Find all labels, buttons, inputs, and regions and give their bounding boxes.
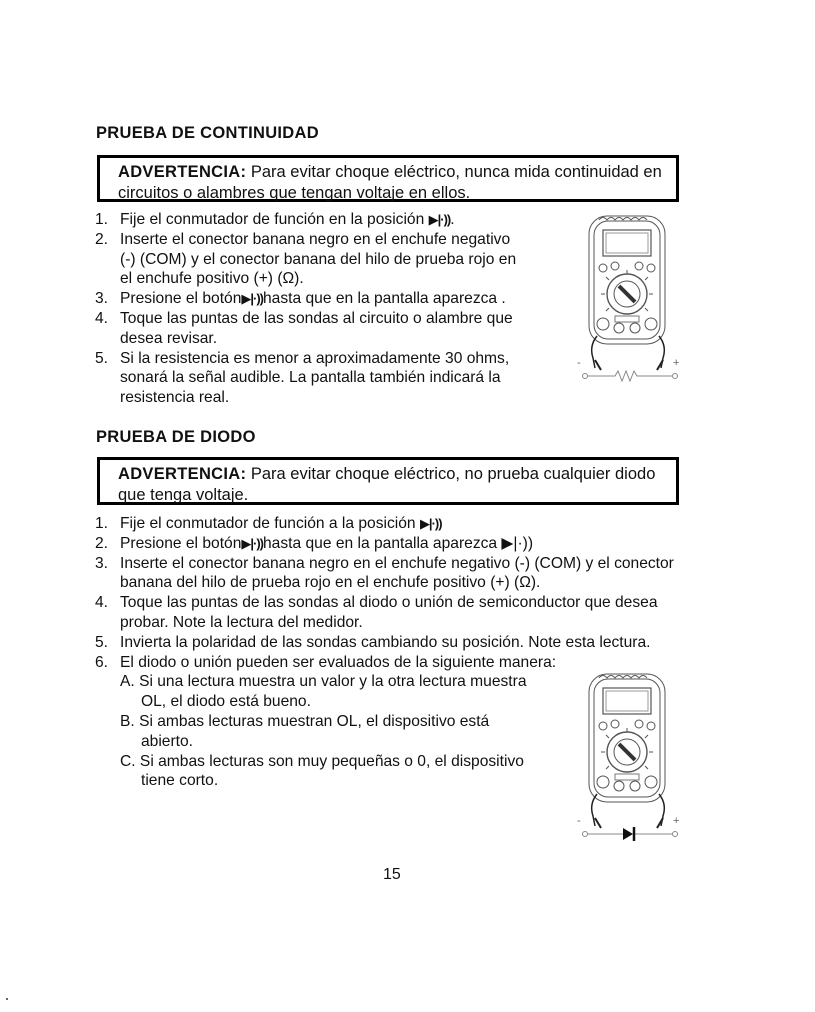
list-item: 6. El diodo o unión pueden ser evaluados de la siguiente manera: A. Si una lectura muestra un valor y la otra lectura muestra OL, el diodo está bueno. B. Si ambas lecturas muestran OL, el dispositivo está abierto. C. Si ambas lecturas son muy pequeñas o 0, el dispositivo tiene corto. [95, 653, 557, 790]
plus-label: + [673, 357, 680, 369]
list-item: 2. Inserte el conector banana negro en el enchufe negativo (-) (COM) y el conector banana del hilo de prueba rojo en el enchufe positivo (+) (Ω). [95, 230, 517, 288]
list-item: 2. Presione el botón▶|·))hasta que en la pantalla aparezca ▶|·)) [95, 534, 534, 552]
warning-label: ADVERTENCIA: [118, 163, 247, 181]
list-item: 5. Si la resistencia es menor a aproximadamente 30 ohms, sonará la señal audible. La pantalla también indicará la resistencia real. [95, 349, 510, 407]
warning-text: Para evitar choque eléctrico, nunca mida continuidad en circuitos o alambres que tengan voltaje en ellos. [118, 163, 662, 202]
list-item: 1. Fije el conmutador de función en la posición ▶|·)). [95, 211, 455, 228]
warning-label: ADVERTENCIA: [118, 465, 247, 483]
list-item: 1. Fije el conmutador de función a la posición ▶|·)) [95, 515, 442, 532]
multimeter-resistor-figure [575, 210, 685, 385]
list-item: 3. Presione el botón▶|·))hasta que en la pantalla aparezca . [95, 290, 506, 308]
list-item: C. Si ambas lecturas son muy pequeñas o 0, el dispositivo tiene corto. [120, 752, 524, 790]
continuity-warning-box [97, 155, 679, 202]
diode-substeps [120, 672, 540, 791]
list-item: 4. Toque las puntas de las sondas al circuito o alambre que desea revisar. [95, 309, 513, 347]
diode-buzzer-symbol: ▶|·)) [419, 516, 442, 531]
list-item: 3. Inserte el conector banana negro en el enchufe negativo (-) (COM) y el conector banana del hilo de prueba rojo en el enchufe positivo (+) (Ω). [95, 554, 674, 592]
continuity-heading: PRUEBA DE CONTINUIDAD [96, 124, 319, 142]
plus-label: + [673, 815, 680, 827]
scan-dot [6, 998, 8, 1000]
minus-label: - [577, 357, 581, 369]
continuity-steps [95, 210, 525, 408]
diode-buzzer-symbol: ▶|·)) [428, 212, 451, 227]
diode-buzzer-symbol: ▶|·)) [241, 535, 263, 551]
list-item: A. Si una lectura muestra un valor y la otra lectura muestra OL, el diodo está bueno. [120, 673, 527, 711]
diode-warning-box [97, 457, 679, 505]
minus-label: - [577, 815, 581, 827]
list-item: 5. Invierta la polaridad de las sondas cambiando su posición. Note esta lectura. [95, 633, 651, 651]
multimeter-diode-figure [575, 668, 685, 843]
list-item: B. Si ambas lecturas muestran OL, el dispositivo está abierto. [120, 712, 490, 750]
list-item: 4. Toque las puntas de las sondas al diodo o unión de semiconductor que desea probar. Note la lectura del medidor. [95, 594, 658, 631]
diode-heading: PRUEBA DE DIODO [96, 428, 256, 446]
page-number: 15 [383, 866, 401, 883]
diode-buzzer-symbol: ▶|·)) [241, 291, 263, 307]
warning-text: Para evitar choque eléctrico, no prueba cualquier diodo que tenga voltaje. [118, 465, 656, 504]
